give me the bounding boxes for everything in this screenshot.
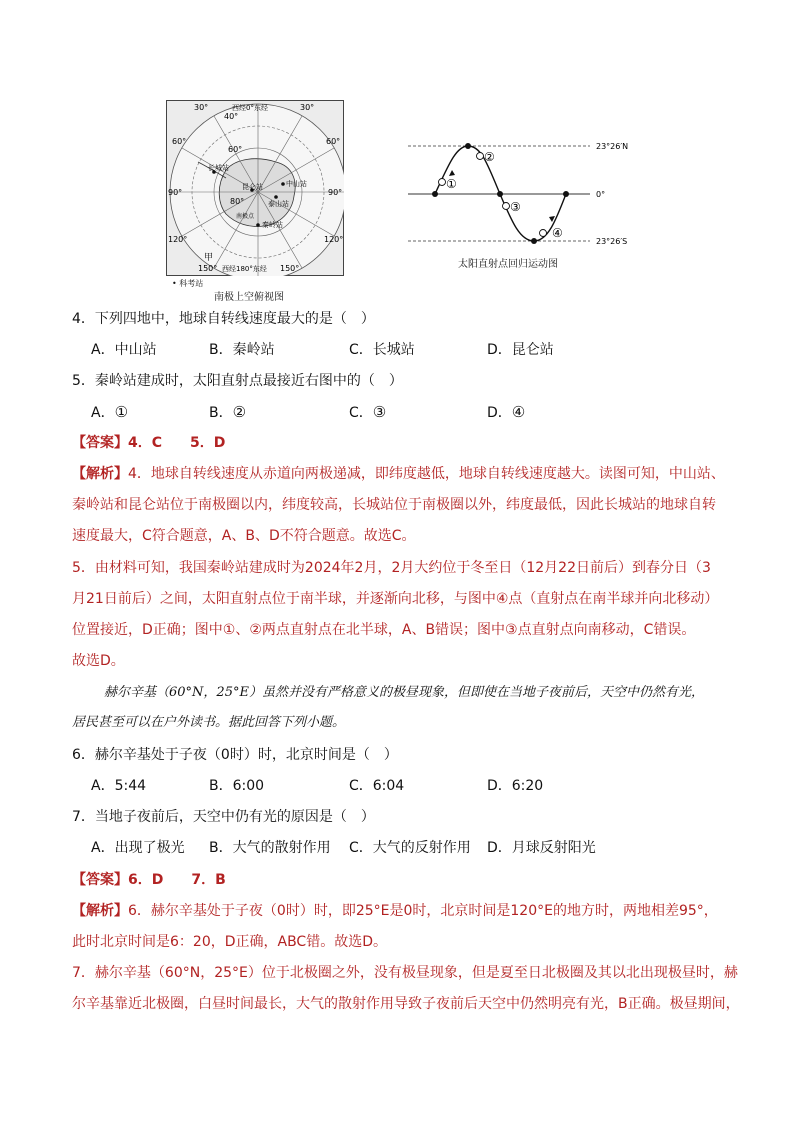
label-taishan: 泰山站 (268, 200, 289, 208)
q4-option-a[interactable]: A．中山站 (91, 342, 157, 358)
label-jidian: 南极点 (236, 213, 255, 220)
label-lon-30-tr: 30° (300, 103, 315, 112)
point-1-label: ① (446, 177, 457, 191)
label-lon-150-r: 150° (280, 264, 300, 273)
label-lat-80: 80° (230, 197, 245, 206)
label-lon-120-r: 120° (324, 235, 344, 244)
explanation-6-7-line-3: 7．赫尔辛基（60°N，25°E）位于北极圈之外，没有极昼现象，但是夏至日北极圈及其以北出现极昼时，赫 (72, 965, 738, 981)
explanation-4-5-line-7: 故选D。 (72, 653, 125, 669)
antarctica-polar-map (166, 100, 344, 276)
q5-option-d[interactable]: D．④ (487, 403, 526, 421)
label-bottom-center: 西经180°东经 (222, 265, 267, 273)
left-figure-legend: • 科考站 (172, 279, 204, 288)
label-lon-60-r: 60° (326, 137, 341, 146)
label-lat-40: 40° (224, 112, 239, 121)
q4-option-c[interactable]: C．长城站 (349, 342, 415, 358)
label-lon-30-tl: 30° (194, 103, 209, 112)
material-line-1: 赫尔辛基（60°N，25°E）虽然并没有严格意义的极昼现象，但即使在当地子夜前后，天空中仍然有光， (104, 685, 704, 700)
label-qinling: 秦岭站 (262, 221, 283, 229)
label-changcheng: 长城站 (208, 164, 229, 172)
explanation-4-5-line-3: 速度最大，C符合题意，A、B、D不符合题意。故选C。 (72, 528, 416, 544)
label-top-center: 西经0°东经 (232, 104, 268, 112)
explanation-4-5-line-6: 位置接近，D正确；图中①、②两点直射点在北半球，A、B错误；图中③点直射点向南移动，C错误。 (72, 622, 696, 638)
explanation-6-7-line-1: 【解析】6．赫尔辛基处于子夜（0时）时，即25°E是0时，北京时间是120°E的地方时，两地相差95°， (72, 903, 718, 919)
q6-option-b[interactable]: B．6:00 (209, 778, 265, 794)
q4-option-d[interactable]: D．昆仑站 (487, 342, 554, 358)
q5-option-b[interactable]: B．② (209, 403, 247, 421)
qinling-station-marker (256, 223, 260, 227)
point-2-label: ② (484, 150, 495, 164)
q6-option-a[interactable]: A．5:44 (91, 778, 147, 794)
label-lon-90-r: 90° (328, 188, 343, 197)
left-figure-caption: 南极上空俯视图 (214, 292, 284, 303)
q4-option-b[interactable]: B．秦岭站 (209, 342, 275, 358)
label-lat-60: 60° (228, 145, 243, 154)
equator-label: 0° (596, 190, 606, 199)
explanation-4-5-line-1: 【解析】4．地球自转线速度从赤道向两极递减，即纬度越低，地球自转线速度越大。读图可知，中山站、 (72, 466, 725, 482)
q5-option-a[interactable]: A．① (91, 403, 129, 421)
right-figure-caption: 太阳直射点回归运动图 (458, 259, 558, 270)
q7-option-a[interactable]: A．出现了极光 (91, 840, 185, 856)
question-5-stem: 5．秦岭站建成时，太阳直射点最接近右图中的（ ） (72, 373, 403, 389)
q7-option-b[interactable]: B．大气的散射作用 (209, 840, 331, 856)
taishan-station-marker (274, 195, 278, 199)
question-7-stem: 7．当地子夜前后，天空中仍有光的原因是（ ） (72, 809, 375, 825)
q7-option-c[interactable]: C．大气的反射作用 (349, 840, 471, 856)
q7-option-d[interactable]: D．月球反射阳光 (487, 840, 596, 856)
question-6-stem: 6．赫尔辛基处于子夜（0时）时，北京时间是（ ） (72, 747, 398, 763)
explanation-4-5-line-4: 5．由材料可知，我国秦岭站建成时为2024年2月，2月大约位于冬至日（12月22日前后）到春分日（3 (72, 560, 711, 576)
tropic-south-label: 23°26′S (596, 237, 628, 246)
explanation-4-5-line-5: 月21日前后）之间，太阳直射点位于南半球，并逐渐向北移，与图中④点（直射点在南半球并向北移动） (72, 591, 719, 607)
label-lon-120-l: 120° (168, 235, 188, 244)
question-4-stem: 4．下列四地中，地球自转线速度最大的是（ ） (72, 311, 375, 327)
point-4-label: ④ (552, 226, 563, 240)
point-3-label: ③ (510, 200, 521, 214)
q6-option-d[interactable]: D．6:20 (487, 778, 544, 794)
label-kunlun: 昆仑站 (242, 183, 263, 191)
material-line-2: 居民甚至可以在户外读书。据此回答下列小题。 (72, 715, 346, 730)
q5-option-c[interactable]: C．③ (349, 403, 387, 421)
label-lon-60-l: 60° (172, 137, 187, 146)
label-lon-150-l: 150° (198, 264, 218, 273)
zhongshan-station-marker (281, 182, 285, 186)
explanation-4-5-line-2: 秦岭站和昆仑站位于南极圈以内，纬度较高，长城站位于南极圈以外，纬度最低，因此长城站的地球自转 (72, 497, 716, 513)
tropic-north-label: 23°26′N (596, 142, 629, 151)
answer-4-5: 【答案】4．C 5．D (72, 435, 226, 451)
label-zhongshan: 中山站 (286, 180, 307, 188)
answer-6-7: 【答案】6．D 7．B (72, 872, 226, 888)
q6-option-c[interactable]: C．6:04 (349, 778, 405, 794)
label-lon-90-l: 90° (168, 188, 183, 197)
explanation-6-7-line-2: 此时北京时间是6：20，D正确，ABC错。故选D。 (72, 934, 387, 950)
explanation-6-7-line-4: 尔辛基靠近北极圈，白昼时间最长，大气的散射作用导致子夜前后天空中仍然明亮有光，B正确。极昼期间， (72, 996, 740, 1012)
subsolar-point-diagram (400, 136, 640, 252)
label-jia: 甲 (204, 253, 214, 263)
